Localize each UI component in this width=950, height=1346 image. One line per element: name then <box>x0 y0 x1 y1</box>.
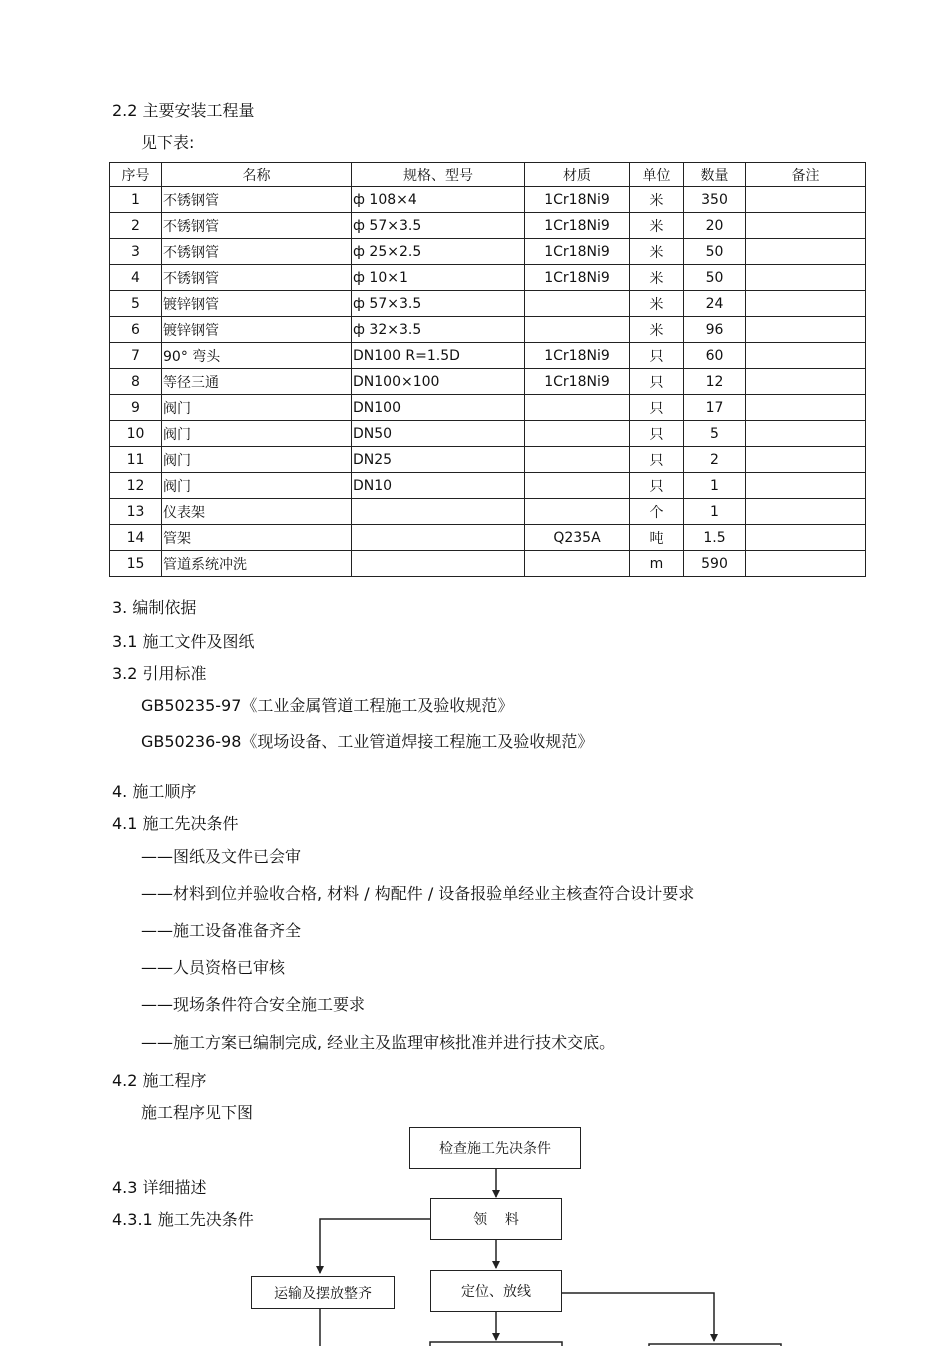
cell-index: 5 <box>110 291 162 317</box>
cell-spec: ф 108×4 <box>352 187 525 213</box>
cell-index: 11 <box>110 447 162 473</box>
cell-index: 3 <box>110 239 162 265</box>
cell-index: 1 <box>110 187 162 213</box>
cell-name: 阀门 <box>162 447 352 473</box>
cell-quantity: 60 <box>684 343 746 369</box>
flow-box-transport: 运输及摆放整齐 <box>251 1276 395 1309</box>
cell-unit: 米 <box>630 265 684 291</box>
cell-name: 管架 <box>162 525 352 551</box>
cell-material: Q235A <box>525 525 630 551</box>
cell-quantity: 12 <box>684 369 746 395</box>
cell-material: 1Cr18Ni9 <box>525 187 630 213</box>
cell-name: 阀门 <box>162 473 352 499</box>
cell-index: 14 <box>110 525 162 551</box>
cell-unit: 只 <box>630 447 684 473</box>
cell-quantity: 17 <box>684 395 746 421</box>
cell-quantity: 2 <box>684 447 746 473</box>
flow-box-next <box>430 1342 562 1346</box>
section-4-2-heading: 4.2 施工程序 <box>112 1071 207 1090</box>
section-4-heading: 4. 施工顺序 <box>112 782 197 801</box>
cell-quantity: 1 <box>684 473 746 499</box>
section-4-1-heading: 4.1 施工先决条件 <box>112 814 239 833</box>
cell-unit: 米 <box>630 239 684 265</box>
cell-material: 1Cr18Ni9 <box>525 369 630 395</box>
cell-index: 2 <box>110 213 162 239</box>
cell-quantity: 5 <box>684 421 746 447</box>
section-3-1-heading: 3.1 施工文件及图纸 <box>112 632 255 651</box>
condition-item: ——施工设备准备齐全 <box>141 921 302 940</box>
cell-unit: 只 <box>630 473 684 499</box>
flow-box-check-conditions: 检查施工先决条件 <box>409 1127 581 1169</box>
cell-name: 不锈钢管 <box>162 265 352 291</box>
see-table-note: 见下表: <box>141 133 195 152</box>
cell-index: 9 <box>110 395 162 421</box>
cell-quantity: 1 <box>684 499 746 525</box>
section-4-3-1-heading: 4.3.1 施工先决条件 <box>112 1210 254 1229</box>
header-index: 序号 <box>110 163 162 187</box>
section-3-heading: 3. 编制依据 <box>112 598 197 617</box>
condition-item: ——现场条件符合安全施工要求 <box>141 995 366 1014</box>
cell-index: 15 <box>110 551 162 577</box>
header-remark: 备注 <box>746 163 866 187</box>
cell-index: 12 <box>110 473 162 499</box>
cell-spec: DN50 <box>352 421 525 447</box>
cell-index: 7 <box>110 343 162 369</box>
cell-spec: ф 10×1 <box>352 265 525 291</box>
standard-gb50236: GB50236-98《现场设备、工业管道焊接工程施工及验收规范》 <box>141 732 594 751</box>
flow-box-receive-materials: 领 料 <box>430 1198 562 1240</box>
condition-item: ——材料到位并验收合格, 材料 / 构配件 / 设备报验单经业主核查符合设计要求 <box>141 884 695 903</box>
cell-name: 等径三通 <box>162 369 352 395</box>
cell-quantity: 1.5 <box>684 525 746 551</box>
cell-quantity: 24 <box>684 291 746 317</box>
cell-quantity: 96 <box>684 317 746 343</box>
cell-spec: ф 25×2.5 <box>352 239 525 265</box>
cell-index: 8 <box>110 369 162 395</box>
cell-material: 1Cr18Ni9 <box>525 343 630 369</box>
condition-item: ——施工方案已编制完成, 经业主及监理审核批准并进行技术交底。 <box>141 1033 616 1052</box>
cell-quantity: 350 <box>684 187 746 213</box>
cell-spec: DN25 <box>352 447 525 473</box>
section-3-2-heading: 3.2 引用标准 <box>112 664 207 683</box>
cell-name: 镀锌钢管 <box>162 291 352 317</box>
header-unit: 单位 <box>630 163 684 187</box>
cell-spec: DN100×100 <box>352 369 525 395</box>
cell-name: 仪表架 <box>162 499 352 525</box>
standard-gb50235: GB50235-97《工业金属管道工程施工及验收规范》 <box>141 696 514 715</box>
cell-name: 镀锌钢管 <box>162 317 352 343</box>
cell-quantity: 590 <box>684 551 746 577</box>
cell-spec: ф 32×3.5 <box>352 317 525 343</box>
header-quantity: 数量 <box>684 163 746 187</box>
cell-spec: DN100 <box>352 395 525 421</box>
condition-item: ——人员资格已审核 <box>141 958 286 977</box>
flow-box-locate-setout: 定位、放线 <box>430 1270 562 1312</box>
cell-unit: 只 <box>630 369 684 395</box>
header-name: 名称 <box>162 163 352 187</box>
header-spec: 规格、型号 <box>352 163 525 187</box>
cell-name: 管道系统冲洗 <box>162 551 352 577</box>
cell-name: 90° 弯头 <box>162 343 352 369</box>
cell-unit: 只 <box>630 421 684 447</box>
cell-index: 6 <box>110 317 162 343</box>
cell-unit: 米 <box>630 187 684 213</box>
cell-unit: 米 <box>630 317 684 343</box>
cell-name: 阀门 <box>162 395 352 421</box>
section-2-2-heading: 2.2 主要安装工程量 <box>112 101 255 120</box>
cell-material: 1Cr18Ni9 <box>525 239 630 265</box>
cell-unit: 只 <box>630 343 684 369</box>
cell-index: 10 <box>110 421 162 447</box>
cell-unit: 米 <box>630 291 684 317</box>
arrow-locate-to-right <box>562 1293 714 1341</box>
program-note: 施工程序见下图 <box>141 1103 254 1122</box>
cell-name: 不锈钢管 <box>162 187 352 213</box>
cell-quantity: 50 <box>684 265 746 291</box>
arrow-receive-to-transport <box>320 1219 430 1273</box>
cell-material: 1Cr18Ni9 <box>525 213 630 239</box>
cell-quantity: 20 <box>684 213 746 239</box>
cell-name: 不锈钢管 <box>162 239 352 265</box>
cell-index: 13 <box>110 499 162 525</box>
cell-spec: DN10 <box>352 473 525 499</box>
header-material: 材质 <box>525 163 630 187</box>
cell-material: 1Cr18Ni9 <box>525 265 630 291</box>
cell-unit: m <box>630 551 684 577</box>
cell-unit: 个 <box>630 499 684 525</box>
cell-spec: ф 57×3.5 <box>352 291 525 317</box>
cell-quantity: 50 <box>684 239 746 265</box>
condition-item: ——图纸及文件已会审 <box>141 847 302 866</box>
cell-name: 不锈钢管 <box>162 213 352 239</box>
cell-spec: ф 57×3.5 <box>352 213 525 239</box>
cell-index: 4 <box>110 265 162 291</box>
cell-unit: 米 <box>630 213 684 239</box>
section-4-3-heading: 4.3 详细描述 <box>112 1178 207 1197</box>
cell-unit: 吨 <box>630 525 684 551</box>
cell-unit: 只 <box>630 395 684 421</box>
cell-name: 阀门 <box>162 421 352 447</box>
cell-spec: DN100 R=1.5D <box>352 343 525 369</box>
